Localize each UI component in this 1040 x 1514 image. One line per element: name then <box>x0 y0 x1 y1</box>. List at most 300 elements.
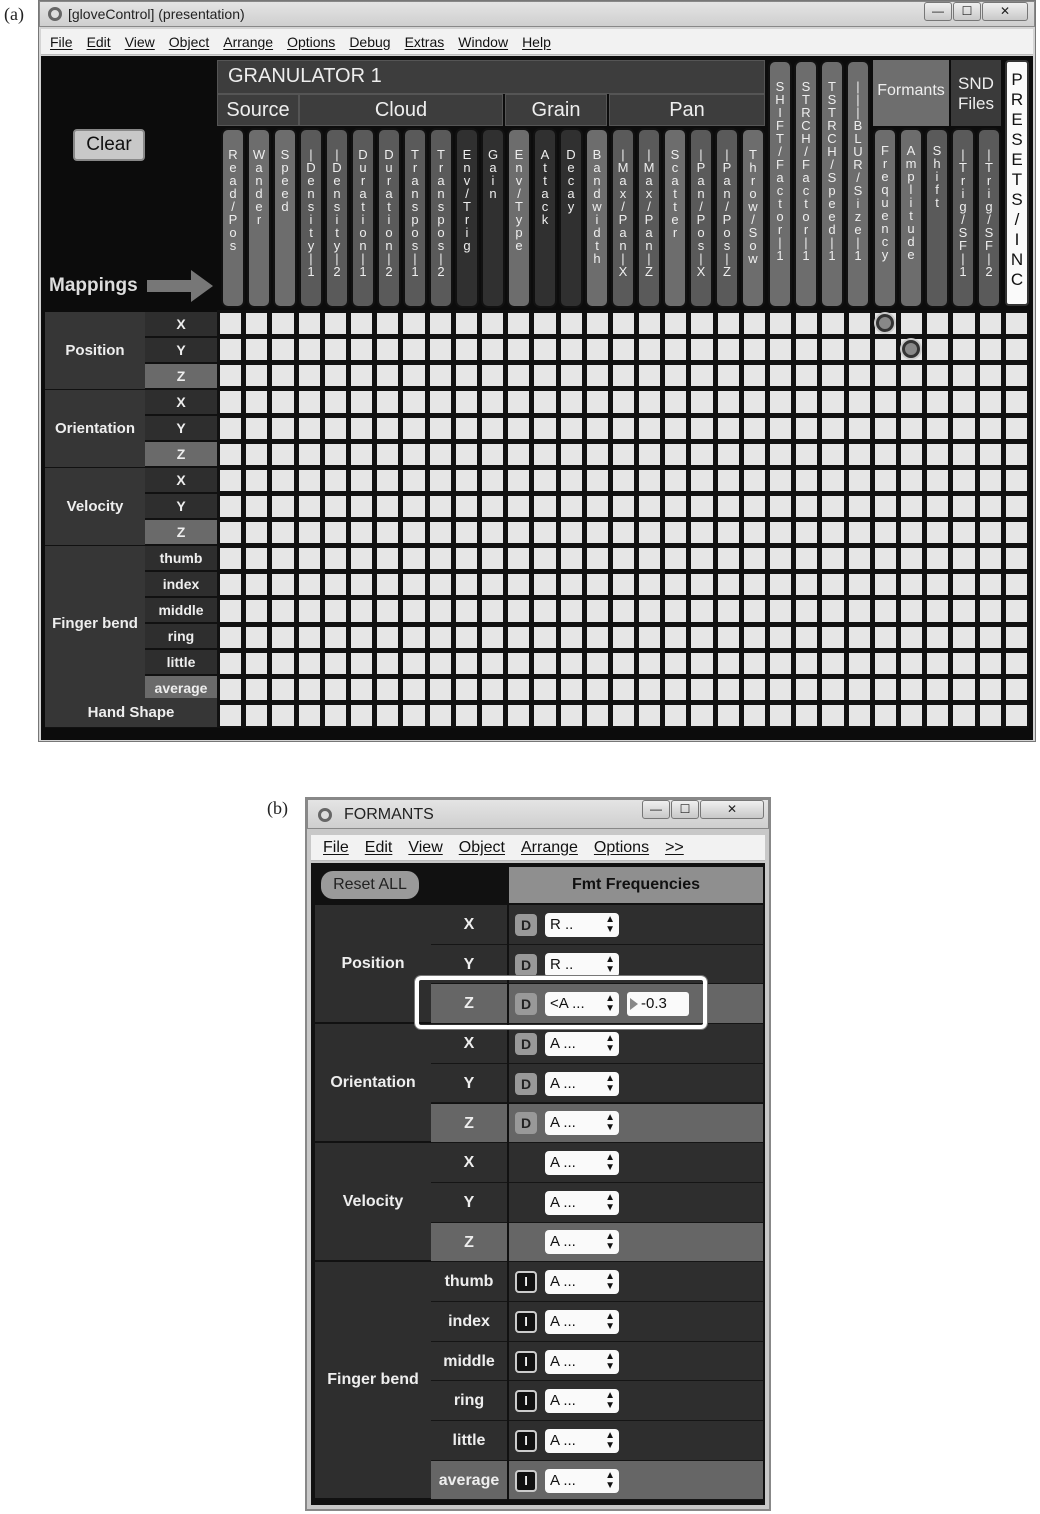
grid-cell[interactable] <box>822 313 843 334</box>
grid-cell[interactable] <box>691 522 712 543</box>
grid-cell[interactable] <box>927 653 948 674</box>
grid-cell[interactable] <box>456 600 477 621</box>
mapping-dropdown[interactable] <box>545 1191 619 1215</box>
grid-cell[interactable] <box>325 653 346 674</box>
grid-cell[interactable] <box>587 418 608 439</box>
grid-cell[interactable] <box>953 705 974 726</box>
param-pill-21[interactable] <box>741 128 765 308</box>
grid-cell[interactable] <box>849 444 870 465</box>
param-pill-14[interactable] <box>559 128 583 308</box>
mapping-dropdown[interactable] <box>545 1389 619 1413</box>
grid-cell[interactable] <box>534 365 555 386</box>
b-row-sub-average[interactable]: average <box>431 1461 507 1501</box>
grid-cell[interactable] <box>744 574 765 595</box>
mapping-dropdown[interactable] <box>545 1310 619 1334</box>
param-pill-2[interactable] <box>247 128 271 308</box>
param-pill-23[interactable] <box>794 60 818 308</box>
grid-cell[interactable] <box>665 391 686 412</box>
grid-cell[interactable] <box>796 548 817 569</box>
b-row-sub-y[interactable]: Y <box>431 945 507 985</box>
grid-cell[interactable] <box>901 470 922 491</box>
grid-cell[interactable] <box>613 627 634 648</box>
grid-cell[interactable] <box>796 496 817 517</box>
grid-cell[interactable] <box>639 365 660 386</box>
grid-cell[interactable] <box>613 313 634 334</box>
grid-cell[interactable] <box>351 522 372 543</box>
reset-all-button[interactable]: Reset ALL <box>321 871 419 899</box>
grid-cell[interactable] <box>770 600 791 621</box>
grid-cell[interactable] <box>403 496 424 517</box>
grid-cell[interactable] <box>561 496 582 517</box>
menu-edit[interactable]: Edit <box>364 838 393 856</box>
grid-cell[interactable] <box>613 522 634 543</box>
d-toggle-button[interactable]: D <box>515 1073 537 1095</box>
param-pill-15[interactable] <box>585 128 609 308</box>
grid-cell[interactable] <box>482 522 503 543</box>
grid-cell[interactable] <box>351 653 372 674</box>
grid-cell[interactable] <box>587 653 608 674</box>
grid-cell[interactable] <box>639 470 660 491</box>
grid-cell[interactable] <box>403 679 424 700</box>
grid-cell[interactable] <box>665 470 686 491</box>
grid-cell[interactable] <box>351 548 372 569</box>
grid-cell[interactable] <box>691 391 712 412</box>
grid-cell[interactable] <box>534 548 555 569</box>
grid-cell[interactable] <box>272 548 293 569</box>
grid-cell[interactable] <box>299 470 320 491</box>
mapping-dropdown[interactable] <box>545 1230 619 1254</box>
grid-cell[interactable] <box>351 705 372 726</box>
grid-cell[interactable] <box>718 313 739 334</box>
grid-cell[interactable] <box>901 496 922 517</box>
grid-cell[interactable] <box>299 444 320 465</box>
grid-cell[interactable] <box>691 444 712 465</box>
grid-cell[interactable] <box>508 365 529 386</box>
grid-cell[interactable] <box>246 653 267 674</box>
menu-object[interactable]: Object <box>458 838 505 856</box>
grid-cell[interactable] <box>351 365 372 386</box>
grid-cell[interactable] <box>325 705 346 726</box>
grid-cell[interactable] <box>691 496 712 517</box>
grid-cell[interactable] <box>299 548 320 569</box>
grid-cell[interactable] <box>744 653 765 674</box>
grid-cell[interactable] <box>351 600 372 621</box>
grid-cell[interactable] <box>718 705 739 726</box>
formants-minimize-icon[interactable]: — <box>642 800 670 819</box>
grid-cell[interactable] <box>534 470 555 491</box>
grid-cell[interactable] <box>587 365 608 386</box>
grid-cell[interactable] <box>325 339 346 360</box>
grid-cell[interactable] <box>849 627 870 648</box>
grid-cell[interactable] <box>534 679 555 700</box>
grid-cell[interactable] <box>901 522 922 543</box>
grid-cell[interactable] <box>246 470 267 491</box>
formants-header[interactable]: Formants <box>873 60 949 126</box>
b-row-sub-y[interactable]: Y <box>431 1183 507 1223</box>
grid-cell[interactable] <box>220 444 241 465</box>
grid-cell[interactable] <box>770 313 791 334</box>
menu-[interactable]: >> <box>665 838 684 856</box>
grid-cell[interactable] <box>665 444 686 465</box>
grid-cell[interactable] <box>1006 391 1027 412</box>
grid-cell[interactable] <box>220 313 241 334</box>
grid-cell[interactable] <box>849 339 870 360</box>
grid-cell[interactable] <box>901 444 922 465</box>
grid-cell[interactable] <box>403 705 424 726</box>
b-row-sub-little[interactable]: little <box>431 1421 507 1461</box>
grid-cell[interactable] <box>718 339 739 360</box>
grid-cell[interactable] <box>953 653 974 674</box>
grid-cell[interactable] <box>246 444 267 465</box>
grid-cell[interactable] <box>272 313 293 334</box>
grid-cell[interactable] <box>272 600 293 621</box>
grid-cell[interactable] <box>1006 496 1027 517</box>
grid-cell[interactable] <box>587 313 608 334</box>
grid-cell[interactable] <box>351 496 372 517</box>
menu-file[interactable]: File <box>323 838 349 856</box>
grid-cell[interactable] <box>534 418 555 439</box>
grid-cell[interactable] <box>744 627 765 648</box>
grid-cell[interactable] <box>744 548 765 569</box>
grid-cell[interactable] <box>980 705 1001 726</box>
grid-cell[interactable] <box>587 339 608 360</box>
grid-cell[interactable] <box>822 522 843 543</box>
grid-cell[interactable] <box>639 313 660 334</box>
grid-cell[interactable] <box>744 391 765 412</box>
grid-cell[interactable] <box>272 653 293 674</box>
grid-cell[interactable] <box>220 679 241 700</box>
grid-cell[interactable] <box>927 600 948 621</box>
i-toggle-button[interactable]: I <box>515 1390 537 1412</box>
grid-cell[interactable] <box>351 627 372 648</box>
grid-cell[interactable] <box>796 653 817 674</box>
grid-cell[interactable] <box>220 470 241 491</box>
grid-cell[interactable] <box>351 391 372 412</box>
grid-cell[interactable] <box>849 522 870 543</box>
grid-cell[interactable] <box>770 574 791 595</box>
grid-cell[interactable] <box>613 470 634 491</box>
grid-cell[interactable] <box>587 600 608 621</box>
grid-cell[interactable] <box>822 496 843 517</box>
row-sub-z[interactable]: Z <box>145 364 217 390</box>
menu-file[interactable]: File <box>50 33 73 50</box>
grid-cell[interactable] <box>561 522 582 543</box>
grid-cell[interactable] <box>220 522 241 543</box>
grid-cell[interactable] <box>744 600 765 621</box>
presets-inc-button[interactable] <box>1005 60 1029 306</box>
param-pill-13[interactable] <box>533 128 557 308</box>
grid-cell[interactable] <box>875 339 896 360</box>
grid-cell[interactable] <box>299 653 320 674</box>
grid-cell[interactable] <box>953 679 974 700</box>
param-pill-27[interactable] <box>899 128 923 308</box>
grid-cell[interactable] <box>508 339 529 360</box>
grid-cell[interactable] <box>403 391 424 412</box>
grid-cell[interactable] <box>953 365 974 386</box>
grid-cell[interactable] <box>1006 574 1027 595</box>
d-toggle-button[interactable]: D <box>515 914 537 936</box>
grid-cell[interactable] <box>508 627 529 648</box>
clear-button[interactable]: Clear <box>73 129 145 161</box>
grid-cell[interactable] <box>796 444 817 465</box>
grid-cell[interactable] <box>718 548 739 569</box>
grid-cell[interactable] <box>351 470 372 491</box>
grid-cell[interactable] <box>587 627 608 648</box>
grid-cell[interactable] <box>613 679 634 700</box>
updown-arrows-icon[interactable]: ▲ ▼ <box>605 1152 615 1174</box>
grid-cell[interactable] <box>875 548 896 569</box>
grid-cell[interactable] <box>927 339 948 360</box>
grid-cell[interactable] <box>561 365 582 386</box>
param-pill-4[interactable] <box>299 128 323 308</box>
grid-cell[interactable] <box>691 574 712 595</box>
grid-cell[interactable] <box>482 444 503 465</box>
grid-cell[interactable] <box>822 339 843 360</box>
grid-cell[interactable] <box>561 339 582 360</box>
grid-cell[interactable] <box>770 522 791 543</box>
i-toggle-button[interactable]: I <box>515 1470 537 1492</box>
grid-cell[interactable] <box>482 313 503 334</box>
grid-cell[interactable] <box>299 522 320 543</box>
grid-cell[interactable] <box>508 313 529 334</box>
grid-cell[interactable] <box>639 574 660 595</box>
updown-arrows-icon[interactable]: ▲ ▼ <box>605 1072 615 1094</box>
grid-cell[interactable] <box>980 522 1001 543</box>
grid-cell[interactable] <box>482 339 503 360</box>
grid-cell[interactable] <box>587 705 608 726</box>
grid-cell[interactable] <box>691 313 712 334</box>
grid-cell[interactable] <box>953 339 974 360</box>
maximize-icon[interactable]: ☐ <box>953 2 981 21</box>
grid-cell[interactable] <box>822 574 843 595</box>
grid-cell[interactable] <box>403 653 424 674</box>
grid-cell[interactable] <box>718 679 739 700</box>
grid-cell[interactable] <box>1006 313 1027 334</box>
grid-cell[interactable] <box>456 339 477 360</box>
grid-cell[interactable] <box>691 627 712 648</box>
grid-cell[interactable] <box>325 600 346 621</box>
mapping-dropdown[interactable] <box>545 1032 619 1056</box>
param-pill-9[interactable] <box>429 128 453 308</box>
grid-cell[interactable] <box>718 444 739 465</box>
grid-cell[interactable] <box>822 391 843 412</box>
grid-cell[interactable] <box>299 679 320 700</box>
grid-cell[interactable] <box>849 313 870 334</box>
grid-cell[interactable] <box>534 574 555 595</box>
grid-cell[interactable] <box>482 418 503 439</box>
grid-cell[interactable] <box>272 365 293 386</box>
grid-cell[interactable] <box>718 574 739 595</box>
grid-cell[interactable] <box>430 496 451 517</box>
grid-cell[interactable] <box>770 391 791 412</box>
grid-cell[interactable] <box>220 391 241 412</box>
grid-cell[interactable] <box>613 574 634 595</box>
grid-cell[interactable] <box>246 548 267 569</box>
grid-cell[interactable] <box>299 574 320 595</box>
param-pill-28[interactable] <box>925 128 949 308</box>
grid-cell[interactable] <box>744 522 765 543</box>
menu-extras[interactable]: Extras <box>404 33 445 50</box>
menu-view[interactable]: View <box>124 33 155 50</box>
grid-cell[interactable] <box>430 470 451 491</box>
grid-cell[interactable] <box>718 418 739 439</box>
grid-cell[interactable] <box>430 705 451 726</box>
grid-cell[interactable] <box>822 470 843 491</box>
grid-cell[interactable] <box>561 600 582 621</box>
mapping-dropdown[interactable] <box>545 913 619 937</box>
grid-cell[interactable] <box>299 391 320 412</box>
grid-cell[interactable] <box>430 600 451 621</box>
grid-cell[interactable] <box>613 418 634 439</box>
grid-cell[interactable] <box>325 522 346 543</box>
grid-cell[interactable] <box>377 496 398 517</box>
row-sub-z[interactable]: Z <box>145 442 217 468</box>
grid-cell[interactable] <box>299 418 320 439</box>
grid-cell[interactable] <box>587 574 608 595</box>
grid-cell[interactable] <box>587 522 608 543</box>
grid-cell[interactable] <box>508 705 529 726</box>
grid-cell[interactable] <box>665 627 686 648</box>
row-sub-little[interactable]: little <box>145 650 217 676</box>
grid-cell[interactable] <box>561 313 582 334</box>
d-toggle-button[interactable]: D <box>515 993 537 1015</box>
grid-cell[interactable] <box>770 365 791 386</box>
grid-cell[interactable] <box>1006 339 1027 360</box>
formants-maximize-icon[interactable]: ☐ <box>671 800 699 819</box>
grid-cell[interactable] <box>272 339 293 360</box>
grid-cell[interactable] <box>744 365 765 386</box>
grid-cell[interactable] <box>456 496 477 517</box>
param-pill-30[interactable] <box>977 128 1001 308</box>
grid-cell[interactable] <box>639 339 660 360</box>
grid-cell[interactable] <box>561 574 582 595</box>
grid-cell[interactable] <box>403 627 424 648</box>
grid-cell[interactable] <box>927 418 948 439</box>
param-pill-19[interactable] <box>689 128 713 308</box>
grid-cell[interactable] <box>351 313 372 334</box>
grid-cell[interactable] <box>272 496 293 517</box>
grid-cell[interactable] <box>220 548 241 569</box>
grid-cell[interactable] <box>1006 627 1027 648</box>
d-toggle-button[interactable]: D <box>515 1033 537 1055</box>
grid-cell[interactable] <box>325 391 346 412</box>
grid-cell[interactable] <box>534 653 555 674</box>
grid-cell[interactable] <box>613 496 634 517</box>
param-pill-20[interactable] <box>715 128 739 308</box>
grid-cell[interactable] <box>246 600 267 621</box>
grid-cell[interactable] <box>1006 548 1027 569</box>
grid-cell[interactable] <box>796 679 817 700</box>
grid-cell[interactable] <box>351 574 372 595</box>
grid-cell[interactable] <box>901 391 922 412</box>
grid-cell[interactable] <box>927 391 948 412</box>
grid-cell[interactable] <box>482 548 503 569</box>
grid-cell[interactable] <box>430 365 451 386</box>
param-pill-8[interactable] <box>403 128 427 308</box>
grid-cell[interactable] <box>1006 679 1027 700</box>
grid-cell[interactable] <box>665 365 686 386</box>
mapping-dropdown[interactable] <box>545 953 619 977</box>
grid-cell[interactable] <box>770 627 791 648</box>
grid-cell[interactable] <box>901 653 922 674</box>
updown-arrows-icon[interactable]: ▲ ▼ <box>605 1271 615 1293</box>
grid-cell[interactable] <box>220 627 241 648</box>
grid-cell[interactable] <box>220 600 241 621</box>
param-pill-10[interactable] <box>455 128 479 308</box>
menu-debug[interactable]: Debug <box>349 33 391 50</box>
grid-cell[interactable] <box>639 653 660 674</box>
grid-cell[interactable] <box>482 679 503 700</box>
grid-cell[interactable] <box>849 496 870 517</box>
grid-cell[interactable] <box>953 522 974 543</box>
grid-cell[interactable] <box>639 679 660 700</box>
grid-cell[interactable] <box>927 705 948 726</box>
grid-cell[interactable] <box>482 653 503 674</box>
grid-cell[interactable] <box>875 705 896 726</box>
grid-cell[interactable] <box>377 339 398 360</box>
grid-cell[interactable] <box>901 574 922 595</box>
grid-cell[interactable] <box>953 548 974 569</box>
param-pill-5[interactable] <box>325 128 349 308</box>
grid-cell[interactable] <box>901 600 922 621</box>
mapping-dropdown[interactable] <box>545 1111 619 1135</box>
param-pill-26[interactable] <box>873 128 897 308</box>
grid-cell[interactable] <box>351 339 372 360</box>
param-pill-17[interactable] <box>637 128 661 308</box>
grid-cell[interactable] <box>822 653 843 674</box>
grid-cell[interactable] <box>456 548 477 569</box>
grid-cell[interactable] <box>1006 418 1027 439</box>
grid-cell[interactable] <box>403 548 424 569</box>
grid-cell[interactable] <box>508 470 529 491</box>
grid-cell[interactable] <box>665 418 686 439</box>
grid-cell[interactable] <box>534 444 555 465</box>
grid-cell[interactable] <box>744 418 765 439</box>
grid-cell[interactable] <box>587 679 608 700</box>
grid-cell[interactable] <box>639 705 660 726</box>
grid-cell[interactable] <box>482 600 503 621</box>
grid-cell[interactable] <box>482 574 503 595</box>
grid-cell[interactable] <box>272 627 293 648</box>
grid-cell[interactable] <box>508 574 529 595</box>
grid-cell[interactable] <box>430 522 451 543</box>
grid-cell[interactable] <box>613 391 634 412</box>
grid-cell[interactable] <box>561 627 582 648</box>
grid-cell[interactable] <box>849 574 870 595</box>
grid-cell[interactable] <box>744 705 765 726</box>
grid-cell[interactable] <box>718 600 739 621</box>
grid-cell[interactable] <box>980 574 1001 595</box>
grid-cell[interactable] <box>299 496 320 517</box>
i-toggle-button[interactable]: I <box>515 1430 537 1452</box>
d-toggle-button[interactable]: D <box>515 1112 537 1134</box>
grid-cell[interactable] <box>980 548 1001 569</box>
grid-cell[interactable] <box>377 600 398 621</box>
menu-options[interactable]: Options <box>593 838 650 856</box>
grid-cell[interactable] <box>272 679 293 700</box>
grid-cell[interactable] <box>980 653 1001 674</box>
grid-cell[interactable] <box>587 444 608 465</box>
grid-cell[interactable] <box>272 522 293 543</box>
grid-cell[interactable] <box>403 365 424 386</box>
grid-cell[interactable] <box>377 548 398 569</box>
grid-cell[interactable] <box>875 365 896 386</box>
param-pill-7[interactable] <box>377 128 401 308</box>
grid-cell[interactable] <box>691 418 712 439</box>
param-pill-16[interactable] <box>611 128 635 308</box>
grid-cell[interactable] <box>534 313 555 334</box>
b-row-sub-y[interactable]: Y <box>431 1064 507 1104</box>
